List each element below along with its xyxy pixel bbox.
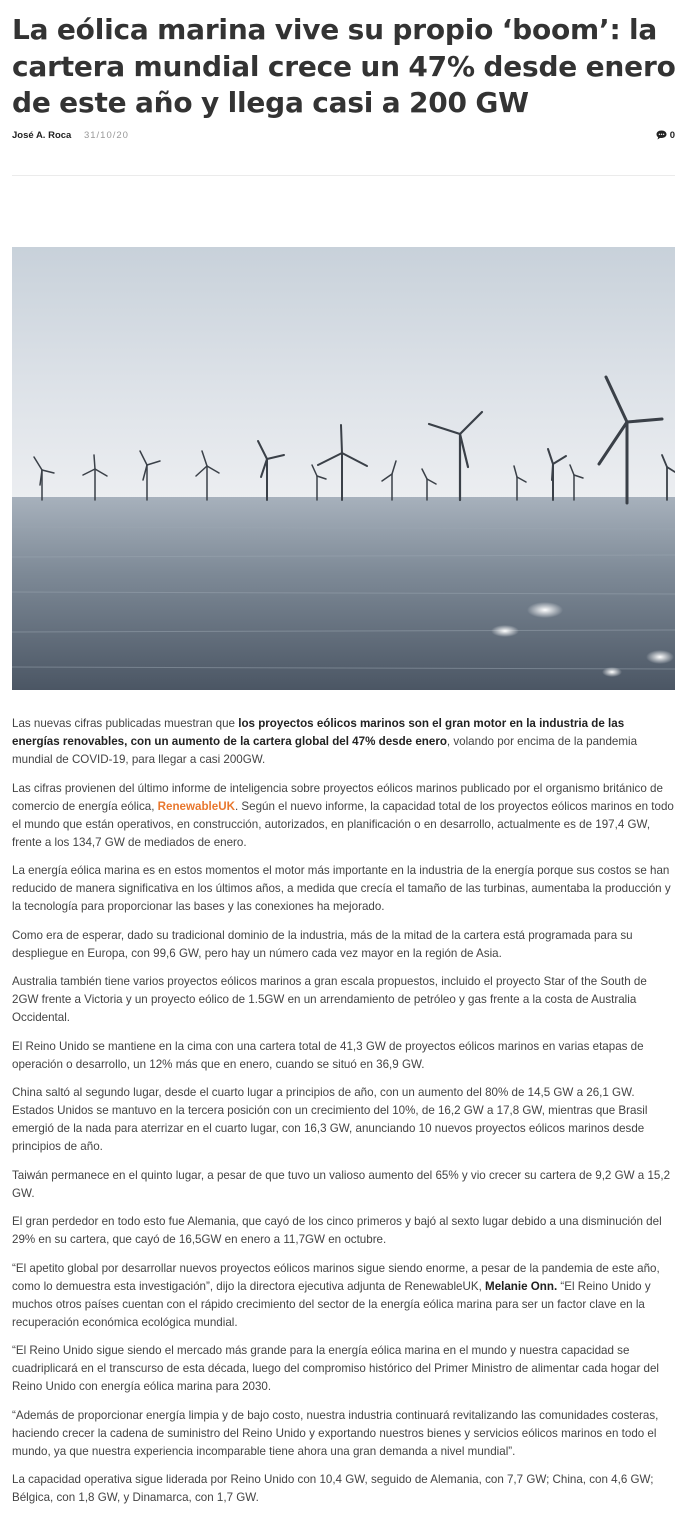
paragraph: El gran perdedor en todo esto fue Alemania, que cayó de los cinco primeros y bajó al sexto lugar debido a una disminución del 29% en su cartera, que cayó de 16,5GW en enero a 11,7GW en octubre. <box>12 1215 662 1246</box>
article-title: La eólica marina vive su propio ‘boom’: la cartera mundial crece un 47% desde enero de este año y llega casi a 200 GW <box>12 13 676 119</box>
paragraph: La capacidad operativa sigue liderada por Reino Unido con 10,4 GW, seguido de Alemania, con 7,7 GW; China, con 4,6 GW; Bélgica, con 1,8 GW, y Dinamarca, con 1,7 GW. <box>12 1473 654 1504</box>
paragraph: Taiwán permanece en el quinto lugar, a pesar de que tuvo un valioso aumento del 65% y vio crecer su cartera de 9,2 GW a 15,2 GW. <box>12 1168 671 1200</box>
paragraph: “El Reino Unido sigue siendo el mercado más grande para la energía eólica marina en el mundo y nuestra capacidad se cuadriplicará en el transcurso de esta década, luego del compromiso histórico del Primer Ministro de alimentar cada hogar del Reino Unido con energía eólica marina para 2030. <box>12 1344 660 1393</box>
article-body <box>12 715 675 1518</box>
highlight: los proyectos eólicos marinos son el gran motor en la industria de las energías renovables, con un aumento de la cartera global del 47% desde enero <box>12 717 625 748</box>
paragraph: Las nuevas cifras publicadas muestran que los proyectos eólicos marinos son el gran motor en la industria de las energías renovables, con un aumento de la cartera global del 47% desde enero, volando por encima de la pandemia mundial de COVID-19, para llegar a casi 200GW. <box>12 717 638 766</box>
highlight: Melanie Onn. <box>485 1279 558 1293</box>
paragraph: El Reino Unido se mantiene en la cima con una cartera total de 41,3 GW de proyectos eólicos marinos en varias etapas de operación o desarrollo, un 12% más que en enero, cuando se situó en 36,9 GW. <box>12 1039 644 1071</box>
comment-bubble-icon <box>656 130 667 140</box>
comment-count: 0 <box>669 130 675 141</box>
article <box>12 0 677 1504</box>
author-link[interactable]: José A. Roca <box>12 130 72 141</box>
paragraph: Australia también tiene varios proyectos eólicos marinos a gran escala propuestos, incluido el proyecto Star of the South de 2GW frente a Victoria y un proyecto eólico de 1.5GW en un arrendamiento de petróleo y gas frente a la costa de Australia Occidental. <box>12 975 647 1024</box>
paragraph: Como era de esperar, dado su tradicional dominio de la industria, más de la mitad de la cartera está programada para su despliegue en Europa, con 99,6 GW, pero hay un número cada vez mayor en la región de Asia. <box>12 928 633 960</box>
offshore-wind-farm-photo <box>12 247 675 690</box>
comments-link[interactable] <box>656 130 675 141</box>
paragraph: Las cifras provienen del último informe de inteligencia sobre proyectos eólicos marinos publicado por el organismo británico de comercio de energía eólica, RenewableUK. Según el nuevo informe, la capacidad total de los proyectos eólicos marinos en todo el mundo que están operativos, en construcción, autorizados, en planificación o en desarrollo, actualmente es de 197,4 GW, frente a los 134,7 GW de mediados de enero. <box>12 781 674 849</box>
article-meta <box>12 130 675 144</box>
publish-date: 31/10/20 <box>83 130 129 141</box>
divider <box>12 175 675 176</box>
paragraph: “Además de proporcionar energía limpia y de bajo costo, nuestra industria continuará revitalizando las comunidades costeras, haciendo crecer la cadena de suministro del Reino Unido y exportando nuestros bienes y servicios eólicos marinos en todo el mundo, ya que nuestra experiencia incomparable tiene ahora una gran demanda a nivel mundial”. <box>12 1408 659 1458</box>
paragraph: “El apetito global por desarrollar nuevos proyectos eólicos marinos sigue siendo enorme, a pesar de la pandemia de este año, como lo demuestra esta investigación”, dijo la directora ejecutiva adjunta de RenewableUK, Melanie Onn. “El Reino Unido y muchos otros países cuentan con el rápido crecimiento del sector de la energía eólica marina para ser un factor clave en la recuperación económica ecológica mundial. <box>12 1261 660 1329</box>
paragraph: China saltó al segundo lugar, desde el cuarto lugar a principios de año, con un aumento del 80% de 14,5 GW a 26,1 GW. Estados Unidos se mantuvo en la tercera posición con un crecimiento del 10%, de 16,2 GW a 17,8 GW, mientras que Brasil emergió de la nada para aterrizar en el cuarto lugar, con 16,3 GW, anunciando 10 nuevos proyectos eólicos marinos desde principios de año. <box>12 1086 648 1153</box>
renewableuk-link[interactable]: RenewableUK <box>157 799 235 813</box>
paragraph: La energía eólica marina es en estos momentos el motor más importante en la industria de la energía porque sus costos se han reducido de manera significativa en los últimos años, a medida que crecía el tamaño de las turbinas, aumentaba la producción y la tecnología para proporcionar las bases y las conexiones ha mejorado. <box>12 864 671 913</box>
